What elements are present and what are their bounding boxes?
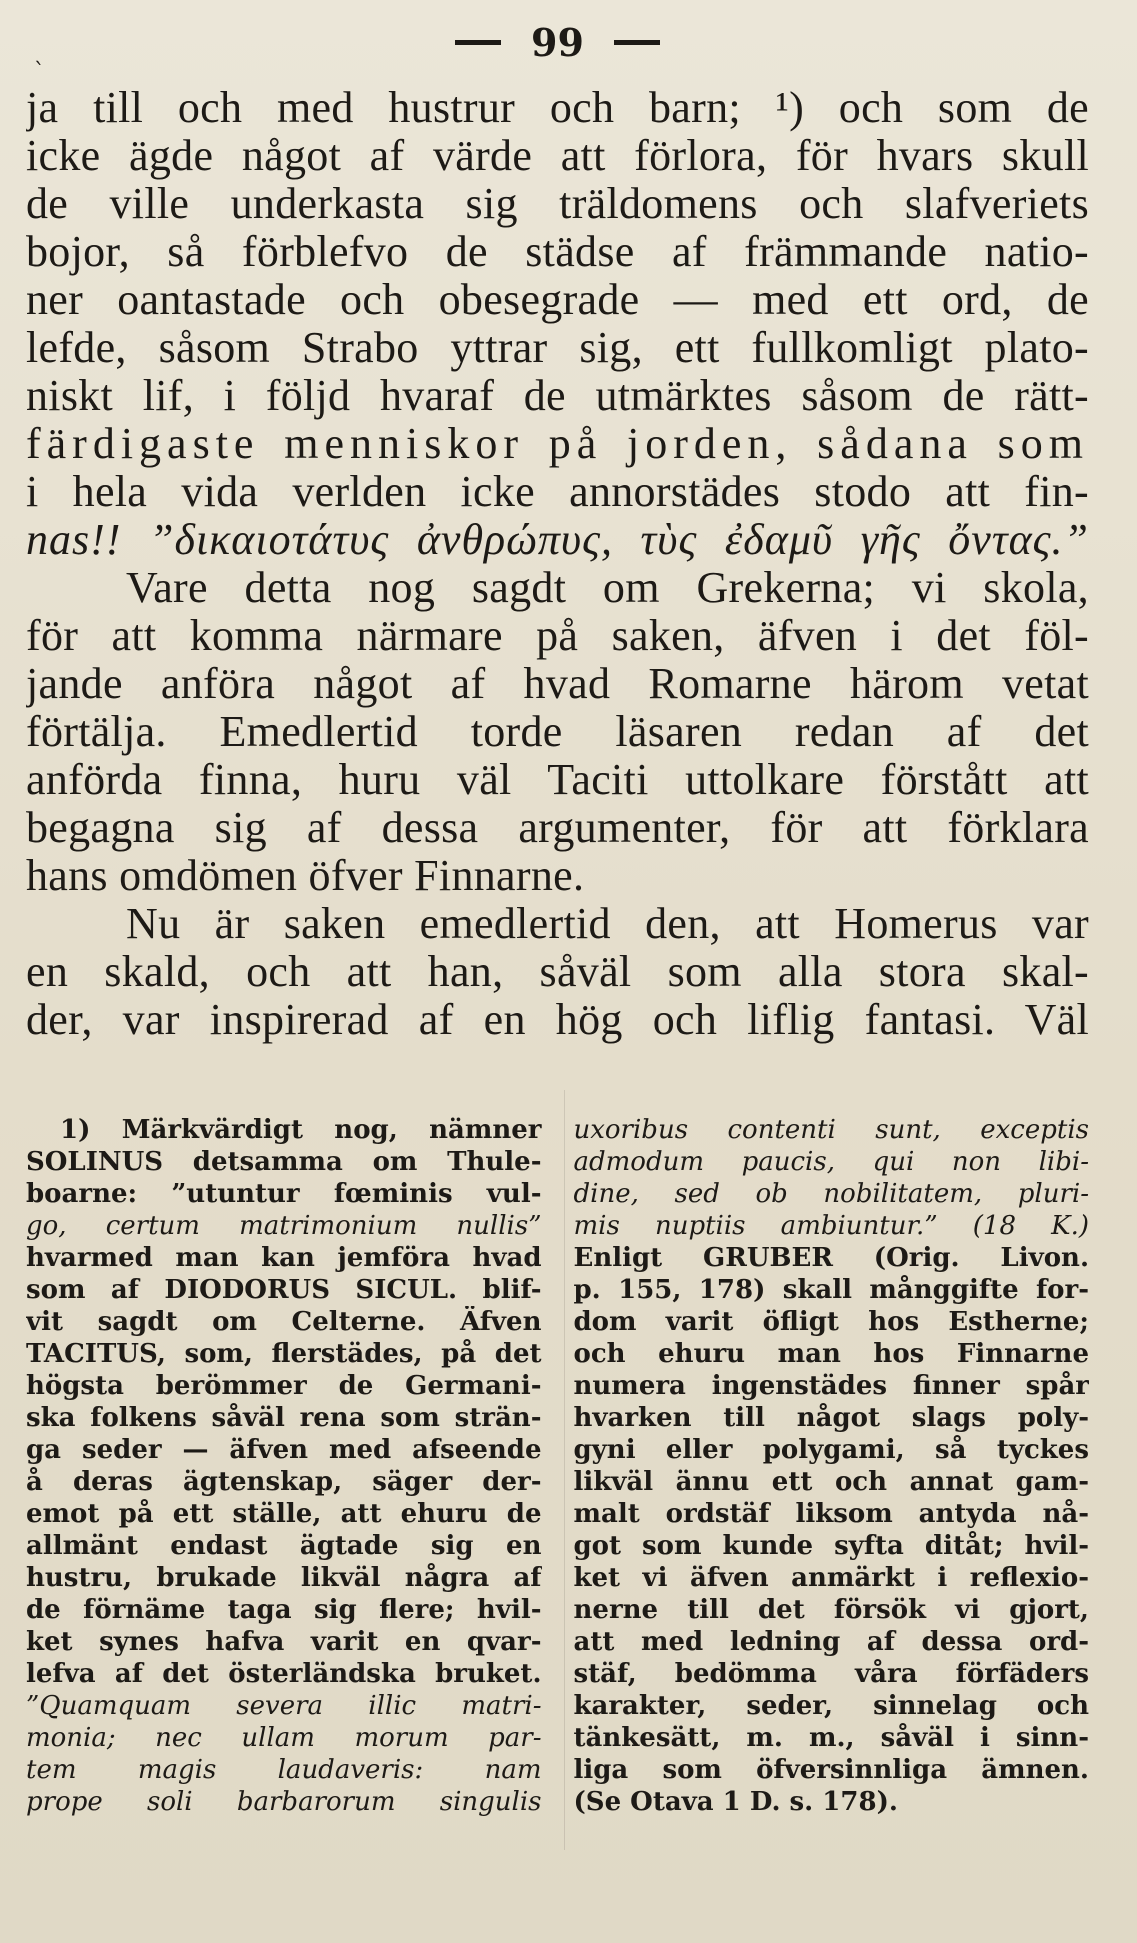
- footnote-line-italic: monia; nec ullam morum par-: [26, 1723, 542, 1753]
- footnote-line: lefva af det österländska bruket.: [26, 1659, 542, 1689]
- footnote-line: som af DIODORUS SICUL. blif-: [26, 1275, 542, 1305]
- footnote-line: ket vi äfven anmärkt i reflexio-: [573, 1563, 1089, 1593]
- footnote-line-italic: prope soli barbarorum singulis: [26, 1787, 542, 1817]
- footnote-line-italic: uxoribus contenti sunt, exceptis: [573, 1115, 1089, 1145]
- footnote-line: hustru, brukade likväl några af: [26, 1563, 542, 1593]
- header-dash-left: [455, 40, 501, 45]
- footnote-line: p. 155, 178) skall månggifte for-: [573, 1275, 1089, 1305]
- body-line: ja till och med hustrur och barn; ¹) och som de: [26, 84, 1089, 132]
- body-line-greek: nas!! ”δικαιοτάτυς ἀνθρώπυς, τὺς ἐδαμῦ γῆς ὄντας.”: [26, 516, 1089, 564]
- footnote-line: likväl ännu ett och annat gam-: [573, 1467, 1089, 1497]
- footnote-line: karakter, seder, sinnelag och: [573, 1691, 1089, 1721]
- footnote-line-italic: tem magis laudaveris: nam: [26, 1755, 542, 1785]
- footnote-line: högsta berömmer de Germani-: [26, 1371, 542, 1401]
- paragraph-start-line: Nu är saken emedlertid den, att Homerus var: [126, 900, 1089, 948]
- footnote-line: hvarken till något slags poly-: [573, 1403, 1089, 1433]
- body-line: begagna sig af dessa argumenter, för att förklara: [26, 804, 1089, 852]
- page-number: 99: [531, 19, 584, 65]
- footnote-column-right: [574, 1114, 1090, 1818]
- footnote-line-italic: mis nuptiis ambiuntur.” (18 K.): [573, 1211, 1089, 1241]
- footnote-line-italic: dine, sed ob nobilitatem, pluri-: [573, 1179, 1089, 1209]
- footnote-line: liga som öfversinnliga ämnen.: [573, 1755, 1089, 1785]
- body-line: icke ägde något af värde att förlora, för hvars skull: [26, 132, 1089, 180]
- footnote-line: allmänt endast ägtade sig en: [26, 1531, 542, 1561]
- body-line: för att komma närmare på saken, äfven i det föl-: [26, 612, 1089, 660]
- footnote-line: boarne: ”utuntur fœminis vul-: [26, 1179, 542, 1209]
- footnote-line: att med ledning af dessa ord-: [573, 1627, 1089, 1657]
- body-line: bojor, så förblefvo de städse af främmande natio-: [26, 228, 1089, 276]
- page-header: [26, 19, 1089, 65]
- footnote-line-italic: ”Quamquam severa illic matri-: [26, 1691, 542, 1721]
- main-text: [26, 84, 1089, 1044]
- footnote-column-left: [26, 1114, 542, 1818]
- body-line: anförda finna, huru väl Taciti uttolkare förstått att: [26, 756, 1089, 804]
- footnote-line: SOLINUS detsamma om Thule-: [26, 1147, 542, 1177]
- footnote-line: ga seder — äfven med afseende: [26, 1435, 542, 1465]
- body-line: förtälja. Emedlertid torde läsaren redan af det: [26, 708, 1089, 756]
- body-line: i hela vida verlden icke annorstädes stodo att fin-: [26, 468, 1089, 516]
- footnote-line: gyni eller polygami, så tyckes: [573, 1435, 1089, 1465]
- body-line: der, var inspirerad af en hög och liflig fantasi. Väl: [26, 996, 1089, 1044]
- footnote-line-italic: go, certum matrimonium nullis”: [26, 1211, 542, 1241]
- paragraph-start-line: Vare detta nog sagdt om Grekerna; vi skola,: [126, 564, 1089, 612]
- body-line: de ville underkasta sig träldomens och slafveriets: [26, 180, 1089, 228]
- footnote-line: tänkesätt, m. m., såväl i sinn-: [573, 1723, 1089, 1753]
- footnote-line: ket synes hafva varit en qvar-: [26, 1627, 542, 1657]
- header-dash-right: [614, 40, 660, 45]
- body-line: ner oantastade och obesegrade — med ett ord, de: [26, 276, 1089, 324]
- footnote-line: nerne till det försök vi gjort,: [573, 1595, 1089, 1625]
- body-line: jande anföra något af hvad Romarne härom vetat: [26, 660, 1089, 708]
- footnote-line: 1) Märkvärdigt nog, nämner: [60, 1115, 542, 1145]
- body-line: en skald, och att han, såväl som alla stora skal-: [26, 948, 1089, 996]
- body-line: färdigaste menniskor på jorden, sådana som: [26, 420, 1089, 468]
- footnote-line: dom varit öfligt hos Estherne;: [573, 1307, 1089, 1337]
- footnote-line: numera ingenstädes finner spår: [573, 1371, 1089, 1401]
- footnote-line: å deras ägtenskap, säger der-: [26, 1467, 542, 1497]
- stray-mark: `: [34, 60, 45, 85]
- paragraph-end-line: hans omdömen öfver Finnarne.: [26, 852, 585, 900]
- footnote-line: de förnäme taga sig flere; hvil-: [26, 1595, 542, 1625]
- footnote-line: hvarmed man kan jemföra hvad: [26, 1243, 542, 1273]
- footnote-line: stäf, bedömma våra förfäders: [573, 1659, 1089, 1689]
- footnote-line-italic: admodum paucis, qui non libi-: [573, 1147, 1089, 1177]
- footnote-line: TACITUS, som, flerstädes, på det: [26, 1339, 542, 1369]
- footnote-line: emot på ett ställe, att ehuru de: [26, 1499, 542, 1529]
- footnote-line: ska folkens såväl rena som strän-: [26, 1403, 542, 1433]
- footnote-line: och ehuru man hos Finnarne: [573, 1339, 1089, 1369]
- footnotes: [26, 1114, 1089, 1818]
- footnote-line: malt ordstäf liksom antyda nå-: [573, 1499, 1089, 1529]
- footnote-line: vit sagdt om Celterne. Äfven: [26, 1307, 542, 1337]
- body-line: niskt lif, i följd hvaraf de utmärktes såsom de rätt-: [26, 372, 1089, 420]
- body-line: lefde, såsom Strabo yttrar sig, ett fullkomligt plato-: [26, 324, 1089, 372]
- footnote-line: Enligt GRUBER (Orig. Livon.: [573, 1243, 1089, 1273]
- footnote-line: got som kunde syfta ditåt; hvil-: [573, 1531, 1089, 1561]
- footnote-line: (Se Otava 1 D. s. 178).: [573, 1787, 898, 1817]
